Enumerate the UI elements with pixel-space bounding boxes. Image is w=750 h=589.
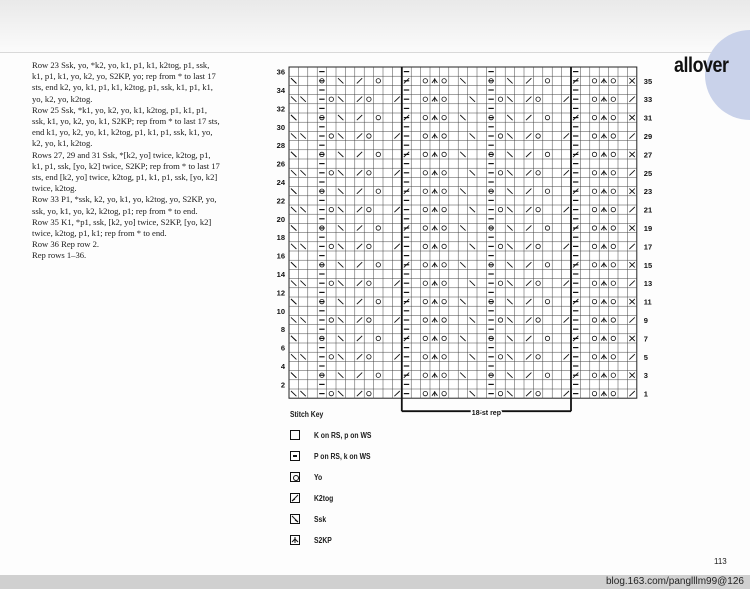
row-label-left: 12 bbox=[276, 288, 285, 298]
row-label-left: 4 bbox=[280, 362, 285, 371]
stitch-key-title: Stitch Key bbox=[290, 410, 324, 419]
row-label-right: 35 bbox=[643, 76, 653, 86]
row-label-left: 2 bbox=[280, 380, 285, 390]
instruction-repeat: Rep rows 1–36. bbox=[32, 250, 87, 261]
page-number: 113 bbox=[714, 557, 727, 566]
row-label-left: 22 bbox=[276, 196, 285, 206]
key-label-s2kp: S2KP bbox=[314, 535, 332, 545]
instruction-row-35: Row 35 K1, *p1, ssk, [k2, yo] twice, S2KP, [yo, k2] twice, k2tog, p1, k1; rep from * to end. bbox=[32, 216, 212, 239]
row-label-right: 21 bbox=[643, 205, 653, 215]
row-label-left: 14 bbox=[276, 270, 285, 279]
purl-dash-icon bbox=[290, 451, 300, 461]
instruction-rows-27-29-31: Rows 27, 29 and 31 Ssk, *[k2, yo] twice, k2tog, p1, k1, p1, ssk, [yo, k2] twice, S2KP; rep from * to last 17 sts, end [k2, yo] twice, k2tog, p1, k1, p1, ssk, [yo, k2] twice, k2tog. bbox=[32, 149, 220, 194]
ssk-backslash-icon bbox=[290, 514, 300, 524]
row-label-left: 26 bbox=[276, 159, 285, 169]
row-label-right: 11 bbox=[643, 297, 652, 307]
instruction-row-25: Row 25 Ssk, *k1, yo, k2, yo, k1, k2tog, p1, k1, p1, ssk, k1, yo, k2, yo, k1, S2KP; rep from * to last 17 sts, end k1, yo, k2, yo, k1, k2tog, p1, k1, p1, ssk, k1, yo, k2, yo, k1, k2tog. bbox=[32, 104, 220, 149]
key-label-k2tog: K2tog bbox=[314, 493, 334, 503]
key-row-knit bbox=[290, 425, 382, 445]
key-row-s2kp bbox=[290, 530, 382, 550]
instruction-row-23: Row 23 Ssk, yo, *k2, yo, k1, p1, k1, k2tog, p1, ssk, k1, p1, k1, yo, k2, yo, S2KP, yo; rep from * to last 17 sts, end k2, yo, k1, p1, k1, k2tog, p1, ssk, k1, p1, k1, yo, k2, yo, k2tog. bbox=[32, 60, 216, 104]
row-label-left: 34 bbox=[276, 86, 285, 95]
key-label-ssk: Ssk bbox=[314, 514, 327, 524]
row-label-right: 5 bbox=[643, 352, 648, 362]
row-label-left: 10 bbox=[276, 306, 285, 316]
row-label-right: 29 bbox=[643, 132, 653, 141]
row-label-left: 18 bbox=[276, 233, 285, 243]
row-label-right: 9 bbox=[643, 316, 648, 325]
instruction-row-36: Row 36 Rep row 2. bbox=[32, 239, 100, 250]
page-title: allover bbox=[674, 54, 729, 77]
repeat-label: 18-st rep bbox=[471, 410, 501, 418]
key-row-purl bbox=[290, 446, 382, 466]
key-row-ssk bbox=[290, 509, 382, 529]
key-label-knit: K on RS, p on WS bbox=[314, 430, 372, 440]
key-row-yo bbox=[290, 467, 382, 487]
row-label-left: 8 bbox=[280, 325, 285, 335]
row-label-right: 7 bbox=[643, 334, 648, 344]
knit-square-icon bbox=[290, 430, 300, 440]
row-label-right: 15 bbox=[643, 260, 653, 270]
row-label-left: 36 bbox=[276, 67, 285, 77]
row-label-right: 3 bbox=[643, 371, 648, 381]
row-label-left: 24 bbox=[276, 178, 285, 187]
row-label-right: 19 bbox=[643, 224, 653, 233]
stitch-key bbox=[290, 410, 382, 551]
row-label-right: 31 bbox=[643, 113, 653, 123]
yo-circle-icon bbox=[290, 472, 300, 482]
row-label-right: 33 bbox=[643, 95, 653, 105]
row-label-right: 1 bbox=[643, 389, 648, 399]
s2kp-arrow-icon bbox=[290, 535, 300, 545]
row-label-left: 6 bbox=[280, 343, 285, 353]
key-label-yo: Yo bbox=[314, 472, 323, 482]
row-label-left: 16 bbox=[276, 251, 285, 261]
row-label-right: 25 bbox=[643, 168, 653, 178]
key-label-purl: P on RS, k on WS bbox=[314, 451, 371, 461]
k2tog-slash-icon bbox=[290, 493, 300, 503]
row-label-right: 13 bbox=[643, 279, 653, 289]
row-label-left: 28 bbox=[276, 141, 285, 151]
row-label-right: 23 bbox=[643, 187, 653, 197]
row-label-left: 30 bbox=[276, 122, 285, 132]
row-label-right: 27 bbox=[643, 150, 653, 160]
watermark-text: blog.163.com/panglllm99@126 bbox=[605, 576, 744, 587]
key-row-k2tog bbox=[290, 488, 382, 508]
row-label-right: 17 bbox=[643, 242, 653, 252]
row-label-left: 32 bbox=[276, 104, 285, 114]
row-label-left: 20 bbox=[276, 214, 285, 224]
instruction-row-33: Row 33 P1, *ssk, k2, yo, k1, yo, k2tog, yo, S2KP, yo, ssk, yo, k1, yo, k2, k2tog, p1; rep from * to end. bbox=[32, 194, 217, 216]
